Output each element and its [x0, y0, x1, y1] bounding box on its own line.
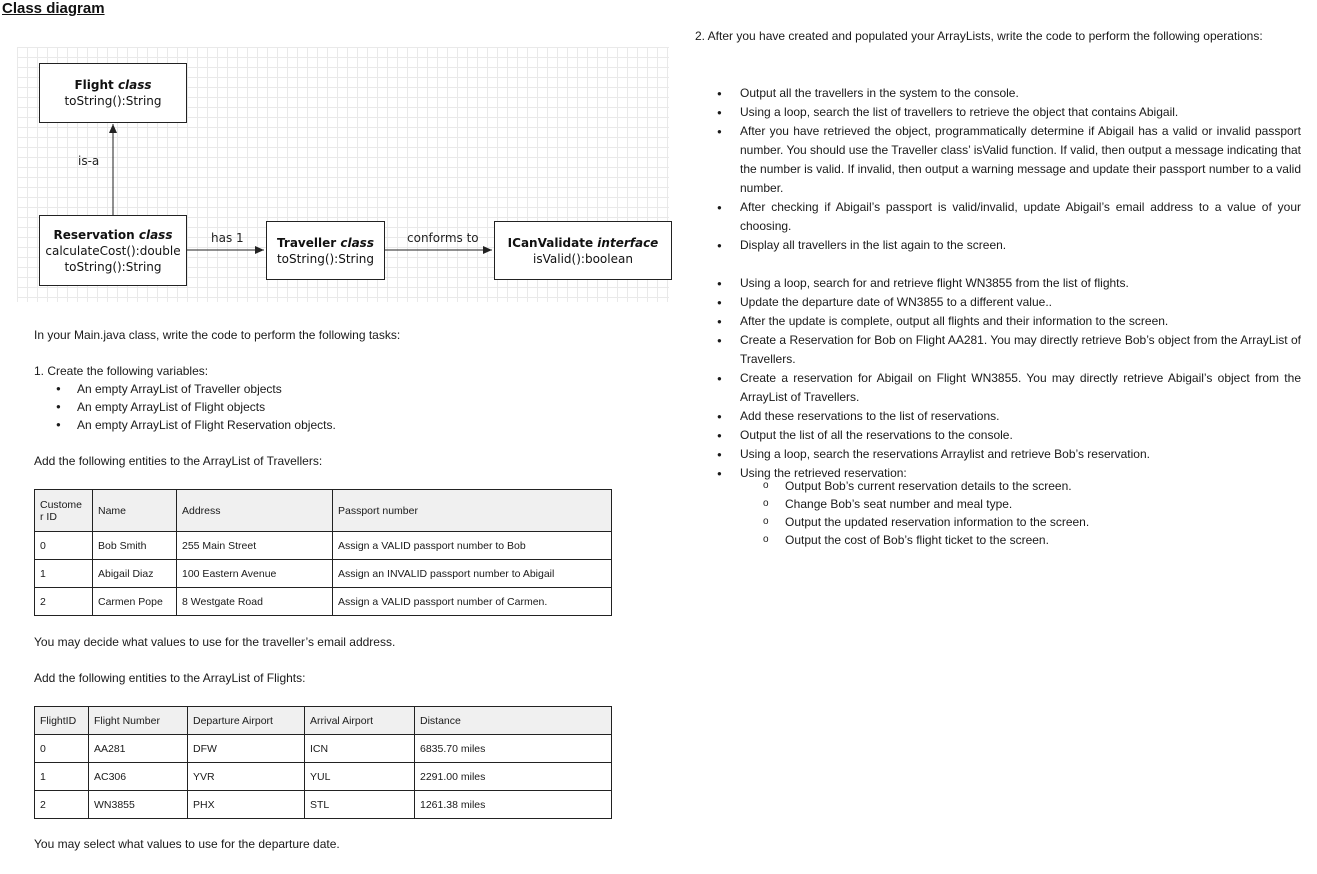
list-item: ● Using a loop, search the list of travellers to retrieve the object that contains Abigail. [695, 103, 1301, 122]
interface-name: ICanValidate [507, 235, 594, 250]
table-row [35, 791, 612, 819]
isa-label: is-a [78, 154, 100, 168]
table-header-cell: FlightID [35, 707, 89, 735]
list-item: ● Create a reservation for Abigail on Flight WN3855. You may directly retrieve Abigail’s object from the ArrayList of Travellers. [695, 369, 1301, 407]
table-row [35, 588, 612, 616]
table-header-cell: Arrival Airport [305, 707, 415, 735]
table-cell: 0 [35, 735, 89, 763]
table-header-cell: Address [177, 490, 333, 532]
table-header-cell: Departure Airport [188, 707, 305, 735]
list-item: ● Create a Reservation for Bob on Flight AA281. You may directly retrieve Bob’s object from the ArrayList of Travellers. [695, 331, 1301, 369]
traveller-class-method: toString():String [276, 251, 375, 266]
interface-method: isValid():boolean [533, 251, 633, 266]
reservation-class-method: toString():String [64, 259, 162, 274]
list-item: o Change Bob’s seat number and meal type. [695, 495, 1301, 513]
flight-table [34, 706, 612, 819]
table-cell: ICN [305, 735, 415, 763]
table-header-row [35, 490, 612, 532]
table-cell: 1261.38 miles [415, 791, 612, 819]
table-cell: 2 [35, 588, 93, 616]
table-cell: STL [305, 791, 415, 819]
operations-list-2 [695, 274, 1301, 483]
list-item: o Output the cost of Bob’s flight ticket to the screen. [695, 531, 1301, 549]
step2-heading: 2. After you have created and populated your ArrayLists, write the code to perform the following operations: [695, 29, 1263, 43]
has-label: has 1 [211, 231, 244, 245]
add-travellers-text: Add the following entities to the ArrayList of Travellers: [34, 454, 323, 468]
table-cell: DFW [188, 735, 305, 763]
table-cell: 6835.70 miles [415, 735, 612, 763]
table-cell: Assign a VALID passport number to Bob [333, 532, 612, 560]
conforms-label: conforms to [407, 231, 479, 245]
table-cell: Assign a VALID passport number of Carmen. [333, 588, 612, 616]
list-item: ● An empty ArrayList of Traveller objects [34, 380, 336, 398]
traveller-class-kind: class [340, 235, 374, 250]
traveller-class-name: Traveller [277, 235, 337, 250]
flight-class-kind: class [117, 78, 152, 92]
list-item: ● Update the departure date of WN3855 to a different value.. [695, 293, 1301, 312]
table-header-cell: Distance [415, 707, 612, 735]
flight-class-method: toString():String [64, 94, 162, 108]
email-note: You may decide what values to use for the traveller’s email address. [34, 635, 396, 649]
table-row [35, 532, 612, 560]
flight-class-name: Flight [74, 78, 114, 92]
table-header-cell: Name [93, 490, 177, 532]
table-header-cell: Flight Number [89, 707, 188, 735]
variables-list [34, 380, 336, 434]
page-title: Class diagram [2, 0, 105, 17]
table-cell: PHX [188, 791, 305, 819]
table-header-cell: Passport number [333, 490, 612, 532]
traveller-class-box [266, 221, 385, 280]
intro-text: In your Main.java class, write the code to perform the following tasks: [34, 328, 401, 342]
list-item: ● Add these reservations to the list of reservations. [695, 407, 1301, 426]
list-item: ● An empty ArrayList of Flight Reservation objects. [34, 416, 336, 434]
reservation-class-box [39, 215, 187, 286]
list-item: ● Display all travellers in the list again to the screen. [695, 236, 1301, 255]
traveller-table [34, 489, 612, 616]
table-cell: YVR [188, 763, 305, 791]
operations-list-1 [695, 84, 1301, 255]
table-cell: AC306 [89, 763, 188, 791]
date-note: You may select what values to use for the departure date. [34, 837, 340, 851]
table-cell: 2 [35, 791, 89, 819]
list-item: ● After checking if Abigail’s passport is valid/invalid, update Abigail’s email address to a value of your choosing. [695, 198, 1301, 236]
table-cell: 255 Main Street [177, 532, 333, 560]
list-item: o Output Bob’s current reservation details to the screen. [695, 477, 1301, 495]
reservation-sub-list [695, 477, 1301, 549]
list-item: ● Using a loop, search the reservations Arraylist and retrieve Bob’s reservation. [695, 445, 1301, 464]
list-item: ● After you have retrieved the object, programmatically determine if Abigail has a valid or invalid passport number. You should use the Traveller class’ isValid function. If valid, then output a message indicating that the number is valid. If invalid, then output a warning message and update their passport number to a valid number. [695, 122, 1301, 198]
list-item: ● Output all the travellers in the system to the console. [695, 84, 1301, 103]
add-flights-text: Add the following entities to the ArrayList of Flights: [34, 671, 306, 685]
table-cell: AA281 [89, 735, 188, 763]
table-cell: 8 Westgate Road [177, 588, 333, 616]
table-cell: Carmen Pope [93, 588, 177, 616]
list-item: ● Output the list of all the reservations to the console. [695, 426, 1301, 445]
table-cell: 1 [35, 560, 93, 588]
list-item: ● Using the retrieved reservation: [695, 464, 1301, 483]
reservation-class-name: Reservation [53, 227, 135, 242]
table-cell: 1 [35, 763, 89, 791]
table-cell: 2291.00 miles [415, 763, 612, 791]
list-item: ● After the update is complete, output all flights and their information to the screen. [695, 312, 1301, 331]
class-diagram [17, 47, 669, 302]
table-header-row [35, 707, 612, 735]
table-cell: Assign an INVALID passport number to Abigail [333, 560, 612, 588]
reservation-class-kind: class [138, 227, 173, 242]
interface-kind: interface [597, 235, 659, 250]
reservation-class-method: calculateCost():double [45, 243, 181, 258]
table-cell: Abigail Diaz [93, 560, 177, 588]
table-row [35, 560, 612, 588]
table-row [35, 735, 612, 763]
table-cell: 100 Eastern Avenue [177, 560, 333, 588]
table-header-cell: Custome r ID [35, 490, 93, 532]
list-item: ● Using a loop, search for and retrieve flight WN3855 from the list of flights. [695, 274, 1301, 293]
table-row [35, 763, 612, 791]
icanvalidate-interface-box [494, 221, 672, 280]
table-cell: Bob Smith [93, 532, 177, 560]
step1-heading: 1. Create the following variables: [34, 364, 209, 378]
list-item: ● An empty ArrayList of Flight objects [34, 398, 336, 416]
table-cell: YUL [305, 763, 415, 791]
flight-class-box [39, 63, 187, 123]
table-cell: 0 [35, 532, 93, 560]
table-cell: WN3855 [89, 791, 188, 819]
list-item: o Output the updated reservation information to the screen. [695, 513, 1301, 531]
